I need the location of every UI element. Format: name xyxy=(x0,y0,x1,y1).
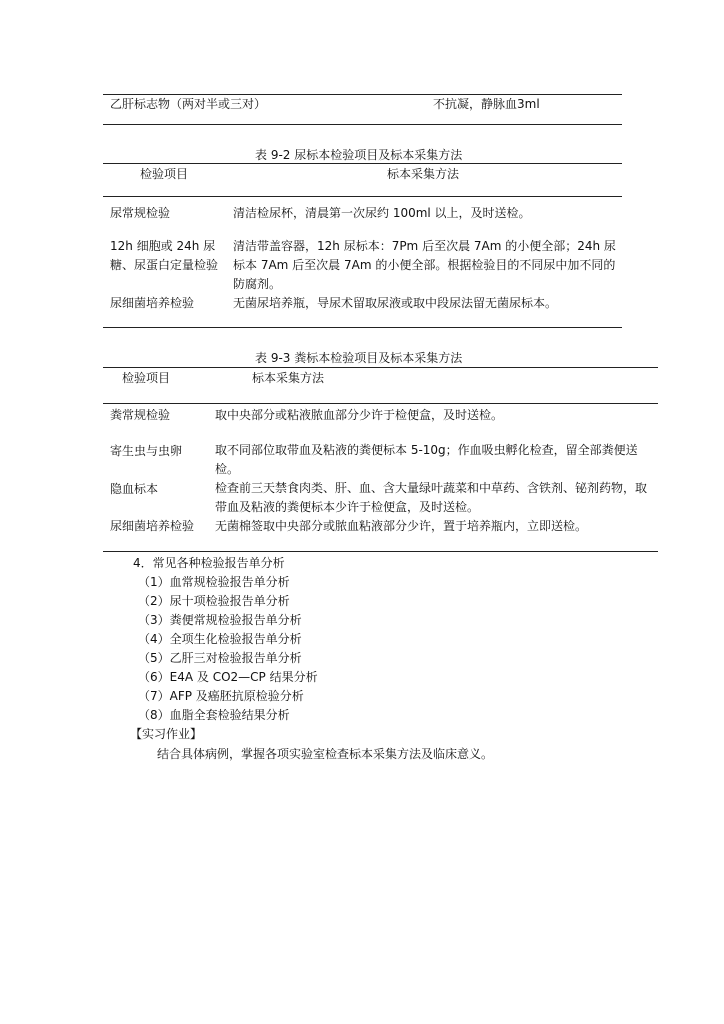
table-9-2-header-rule xyxy=(103,196,622,197)
table-9-3-bottom-rule xyxy=(103,551,658,552)
table-cell-method: 清洁带盖容器，12h 尿标本：7Pm 后至次晨 7Am 的小便全部；24h 尿标本 7Am 后至次晨 7Am 的小便全部。根据检验目的不同尿中加不同的防腐剂。 xyxy=(233,239,616,291)
table-9-3-caption: 表 9-3 粪标本检验项目及标本采集方法 xyxy=(255,351,463,365)
table-9-3-top-rule xyxy=(103,367,658,368)
top-row-bottom-rule xyxy=(103,124,622,125)
table-9-2-top-rule xyxy=(103,163,622,164)
table-9-2-caption: 表 9-2 尿标本检验项目及标本采集方法 xyxy=(255,148,463,162)
homework-text: 结合具体病例，掌握各项实验室检查标本采集方法及临床意义。 xyxy=(157,747,494,761)
list-item: （5）乙肝三对检验报告单分析 xyxy=(138,651,302,665)
table-row: 隐血标本 xyxy=(110,482,159,496)
table-9-2-header-method: 标本采集方法 xyxy=(387,167,460,181)
table-cell-method: 检查前三天禁食肉类、肝、血、含大量绿叶蔬菜和中草药、含铁剂、铋剂药物，取带血及粘液的粪便标本少许于检便盒，及时送检。 xyxy=(215,481,648,514)
table-9-2-bottom-rule xyxy=(103,327,622,328)
table-cell-method: 无菌棉签取中央部分或脓血粘液部分少许，置于培养瓶内，立即送检。 xyxy=(215,519,588,533)
list-item: （4）全项生化检验报告单分析 xyxy=(138,632,302,646)
list-item: （3）粪便常规检验报告单分析 xyxy=(138,613,302,627)
top-row-item: 乙肝标志物（两对半或三对） xyxy=(110,97,267,111)
table-row: 尿常规检验 xyxy=(110,206,171,220)
top-row-method: 不抗凝，静脉血3ml xyxy=(433,97,540,111)
table-row: 尿细菌培养检验 xyxy=(110,519,195,533)
table-9-3-header-rule xyxy=(103,403,658,404)
table-cell-method: 取不同部位取带血及粘液的粪便标本 5-10g；作血吸虫孵化检查，留全部粪便送检。 xyxy=(215,443,638,476)
list-item: （7）AFP 及癌胚抗原检验分析 xyxy=(138,689,304,703)
table-row: 12h 细胞或 24h 尿糖、尿蛋白定量检验 xyxy=(110,239,219,272)
list-item: （6）E4A 及 CO2—CP 结果分析 xyxy=(138,670,318,684)
list-item: （1）血常规检验报告单分析 xyxy=(138,575,290,589)
section-4-title: 4．常见各种检验报告单分析 xyxy=(133,556,285,570)
table-cell-method: 无菌尿培养瓶，导尿术留取尿液或取中段尿法留无菌尿标本。 xyxy=(233,296,558,310)
top-rule xyxy=(103,94,622,95)
list-item: （8）血脂全套检验结果分析 xyxy=(138,708,290,722)
homework-title: 【实习作业】 xyxy=(130,727,203,741)
table-cell-method: 取中央部分或粘液脓血部分少许于检便盒，及时送检。 xyxy=(215,408,504,422)
table-row: 粪常规检验 xyxy=(110,408,171,422)
table-cell-method: 清洁检尿杯，清晨第一次尿约 100ml 以上，及时送检。 xyxy=(233,206,531,220)
table-9-3-header-item: 检验项目 xyxy=(122,371,171,385)
table-row: 尿细菌培养检验 xyxy=(110,296,195,310)
table-9-3-header-method: 标本采集方法 xyxy=(252,371,325,385)
table-9-2-header-item: 检验项目 xyxy=(140,167,189,181)
list-item: （2）尿十项检验报告单分析 xyxy=(138,594,290,608)
table-row: 寄生虫与虫卵 xyxy=(110,444,183,458)
